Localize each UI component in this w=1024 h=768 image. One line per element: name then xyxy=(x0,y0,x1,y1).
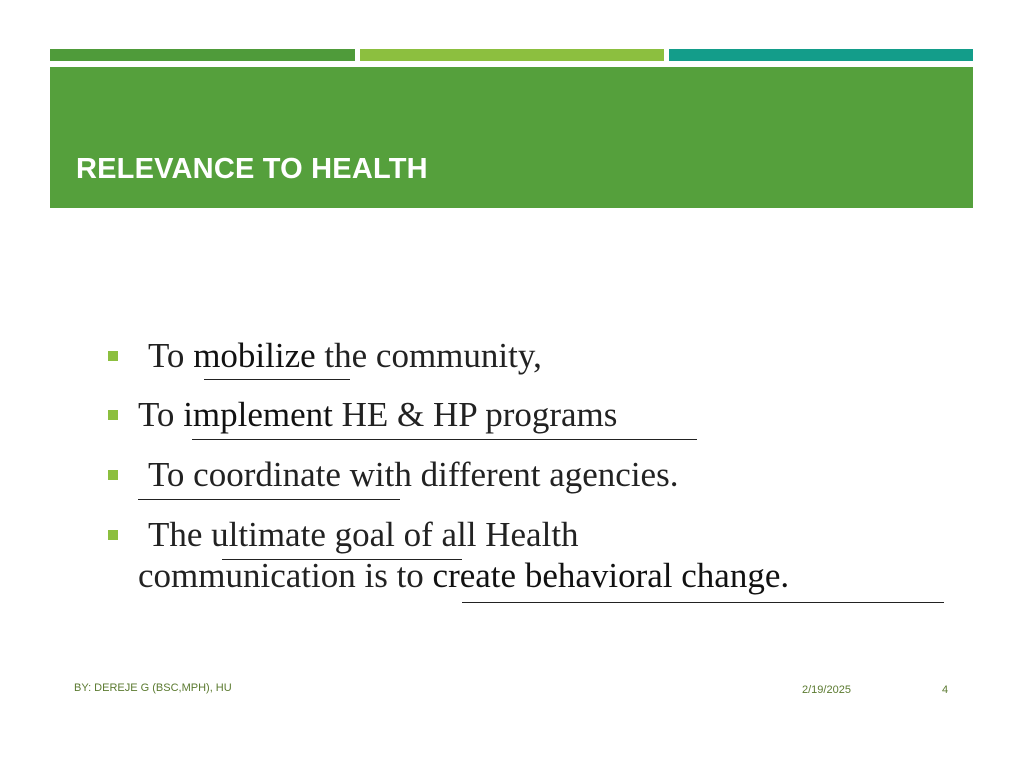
bullet-marker xyxy=(108,470,118,480)
footer-author: BY: DEREJE G (BSC,MPH), HU xyxy=(74,682,232,694)
underline-behavioral-change xyxy=(462,602,944,603)
bullet-item-goal-line2 xyxy=(138,556,789,596)
bullet-text-after: the community, xyxy=(315,336,542,375)
underline-mobilize xyxy=(204,379,350,380)
keyword-implement: implement xyxy=(183,395,333,434)
bullet-text-after: HE & HP programs xyxy=(332,395,618,434)
slide-title: RELEVANCE TO HEALTH xyxy=(76,153,428,185)
bullet-text-line1: The ultimate goal of all Health xyxy=(148,515,579,554)
underline-implement xyxy=(192,439,697,440)
bullet-item-goal-line1 xyxy=(148,515,579,555)
bullet-item-implement xyxy=(138,395,617,435)
bullet-marker xyxy=(108,530,118,540)
keyword-create-behavioral-change: create behavioral change. xyxy=(432,556,790,595)
underline-coordinate xyxy=(138,499,400,500)
bullet-text: To coordinate with different agencies. xyxy=(148,455,679,494)
bullet-text-before: To xyxy=(148,336,194,375)
bullet-text-before: To xyxy=(138,395,184,434)
footer-page-number: 4 xyxy=(942,684,949,696)
bullet-item-mobilize xyxy=(148,336,542,376)
bullet-item-coordinate xyxy=(148,455,678,495)
bullet-marker xyxy=(108,351,118,361)
bullet-text-line2-before: communication is to xyxy=(138,556,433,595)
footer-date: 2/19/2025 xyxy=(802,684,851,696)
bullet-marker xyxy=(108,410,118,420)
keyword-mobilize: mobilize xyxy=(193,336,316,375)
